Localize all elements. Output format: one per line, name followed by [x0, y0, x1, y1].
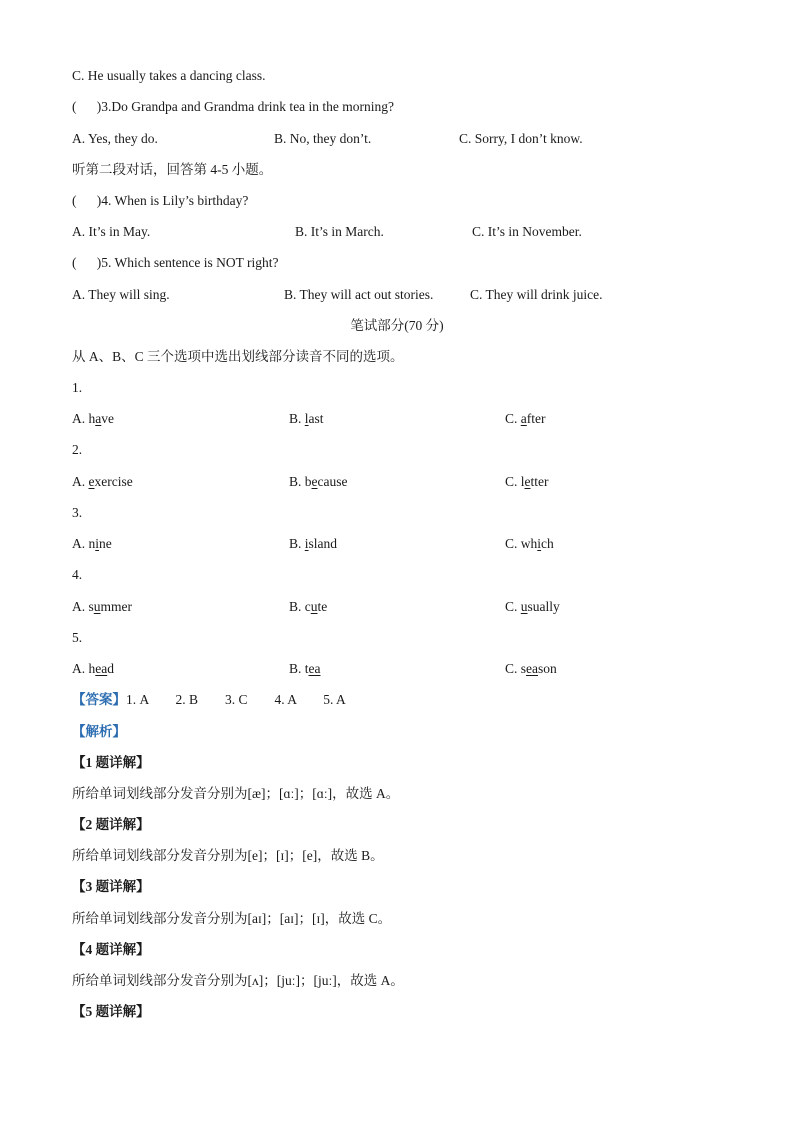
q1-option-c: C. after	[505, 411, 546, 426]
q3-stem: ( )3.Do Grandpa and Grandma drink tea in the morning?	[72, 99, 395, 114]
question-number: 1.	[72, 380, 83, 395]
q2-option-b: B. because	[289, 474, 348, 489]
q3-option-b: B. No, they don’t.	[274, 131, 372, 146]
q4-written-option-c: C. usually	[505, 599, 560, 614]
detail-1-label: 【1 题详解】	[72, 755, 150, 770]
q4-stem: ( )4. When is Lily’s birthday?	[72, 193, 249, 208]
detail-3-label: 【3 题详解】	[72, 879, 150, 894]
q3-option-c: C. Sorry, I don’t know.	[459, 131, 583, 146]
detail-1-text: 所给单词划线部分发音分别为[æ]；[ɑː]；[ɑː]，故选 A。	[72, 786, 400, 801]
detail-4-text: 所给单词划线部分发音分别为[ʌ]；[juː]；[juː]，故选 A。	[72, 973, 404, 988]
detail-2-text: 所给单词划线部分发音分别为[e]；[ɪ]；[e]，故选 B。	[72, 848, 384, 863]
question-number: 4.	[72, 567, 83, 582]
question-number: 2.	[72, 442, 83, 457]
analysis-label: 【解析】	[72, 724, 126, 739]
q4-option-a: A. It’s in May.	[72, 224, 151, 239]
detail-3-text: 所给单词划线部分发音分别为[aɪ]；[aɪ]；[ɪ]，故选 C。	[72, 911, 392, 926]
written-instruction: 从 A、B、C 三个选项中选出划线部分读音不同的选项。	[72, 349, 404, 364]
q5-written-option-c: C. season	[505, 661, 557, 676]
answer-label: 【答案】	[72, 692, 126, 707]
q4-written-option-b: B. cute	[289, 599, 328, 614]
q2-option-a: A. exercise	[72, 474, 133, 489]
question-number: 5.	[72, 630, 83, 645]
detail-4-label: 【4 题详解】	[72, 942, 150, 957]
q3-written-option-b: B. island	[289, 536, 338, 551]
q1-option-b: B. last	[289, 411, 324, 426]
q4-option-b: B. It’s in March.	[295, 224, 384, 239]
q5-option-b: B. They will act out stories.	[284, 287, 434, 302]
section2-instruction: 听第二段对话，回答第 4-5 小题。	[72, 162, 273, 177]
q5-written-option-a: A. head	[72, 661, 114, 676]
q4-option-c: C. It’s in November.	[472, 224, 582, 239]
answer-text: 1. A 2. B 3. C 4. A 5. A	[126, 692, 346, 707]
q3-option-a: A. Yes, they do.	[72, 131, 158, 146]
q5-written-option-b: B. tea	[289, 661, 321, 676]
written-title: 笔试部分(70 分)	[350, 318, 444, 333]
question-number: 3.	[72, 505, 83, 520]
q1-option-a: A. have	[72, 411, 114, 426]
answer-line	[72, 692, 346, 708]
q5-option-c: C. They will drink juice.	[470, 287, 603, 302]
q2-option-c: C. letter	[505, 474, 549, 489]
q3-written-option-c: C. which	[505, 536, 554, 551]
q5-option-a: A. They will sing.	[72, 287, 170, 302]
q2-option-c: C. He usually takes a dancing class.	[72, 68, 266, 83]
detail-5-label: 【5 题详解】	[72, 1004, 150, 1019]
q3-written-option-a: A. nine	[72, 536, 112, 551]
q5-stem: ( )5. Which sentence is NOT right?	[72, 255, 279, 270]
detail-2-label: 【2 题详解】	[72, 817, 150, 832]
q4-written-option-a: A. summer	[72, 599, 133, 614]
